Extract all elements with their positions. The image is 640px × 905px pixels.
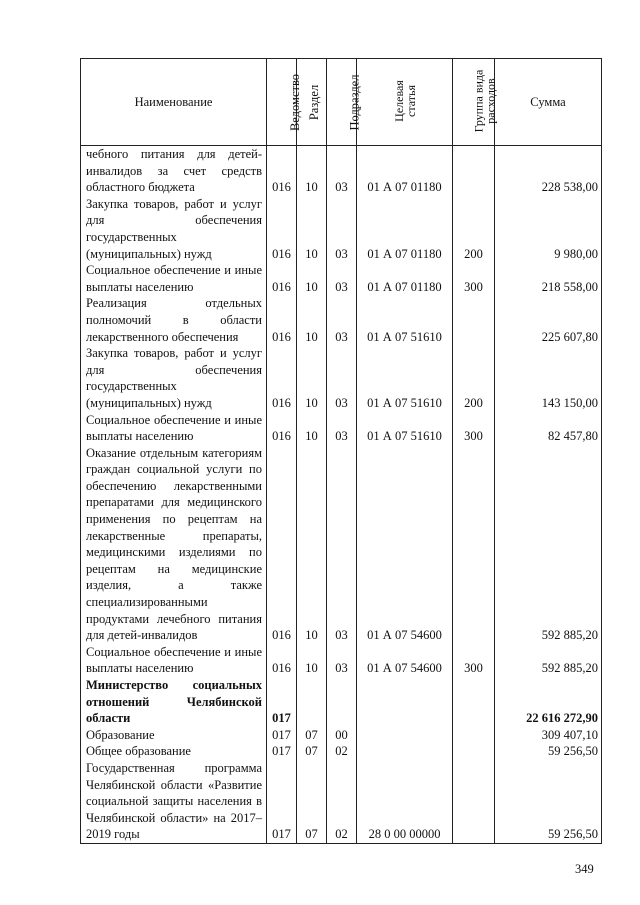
row-group xyxy=(453,727,495,744)
row-sum: 59 256,50 xyxy=(495,760,602,843)
row-sum: 225 607,80 xyxy=(495,295,602,345)
row-dept: 017 xyxy=(267,743,297,760)
row-section: 07 xyxy=(297,727,327,744)
row-name: Закупка товаров, работ и услуг для обеспечения государственных (муниципальных) нужд xyxy=(81,345,267,411)
row-dept: 016 xyxy=(267,345,297,411)
row-section: 10 xyxy=(297,146,327,196)
row-name: Общее образование xyxy=(81,743,267,760)
row-dept: 016 xyxy=(267,146,297,196)
header-subsection: Подраздел xyxy=(327,59,357,146)
row-target: 01 А 07 54600 xyxy=(357,445,453,644)
row-sum: 592 885,20 xyxy=(495,445,602,644)
row-target: 01 А 07 01180 xyxy=(357,146,453,196)
row-section: 10 xyxy=(297,412,327,445)
row-dept: 017 xyxy=(267,760,297,843)
row-target: 01 А 07 51610 xyxy=(357,345,453,411)
row-group: 300 xyxy=(453,262,495,295)
row-subsection: 03 xyxy=(327,295,357,345)
row-group xyxy=(453,295,495,345)
row-sum: 309 407,10 xyxy=(495,727,602,744)
budget-table xyxy=(80,58,602,844)
row-subsection: 03 xyxy=(327,445,357,644)
row-target xyxy=(357,677,453,727)
row-subsection: 03 xyxy=(327,412,357,445)
row-dept: 017 xyxy=(267,727,297,744)
table-row xyxy=(81,345,602,411)
row-target: 01 А 07 51610 xyxy=(357,295,453,345)
row-target xyxy=(357,727,453,744)
row-section: 07 xyxy=(297,760,327,843)
row-name: Реализация отдельных полномочий в области лекарственного обеспечения xyxy=(81,295,267,345)
row-name: Образование xyxy=(81,727,267,744)
row-section: 10 xyxy=(297,345,327,411)
row-section: 10 xyxy=(297,445,327,644)
row-group xyxy=(453,677,495,727)
row-sum: 218 558,00 xyxy=(495,262,602,295)
row-group: 300 xyxy=(453,644,495,677)
row-group: 300 xyxy=(453,412,495,445)
row-dept: 017 xyxy=(267,677,297,727)
header-target: Целевая статья xyxy=(357,59,453,146)
header-row xyxy=(81,59,602,146)
table-row xyxy=(81,727,602,744)
row-name: Министерство социальных отношений Челябинской области xyxy=(81,677,267,727)
header-group: Группа вида расходов xyxy=(453,59,495,146)
row-target: 01 А 07 54600 xyxy=(357,644,453,677)
row-subsection: 00 xyxy=(327,727,357,744)
row-sum: 82 457,80 xyxy=(495,412,602,445)
header-section: Раздел xyxy=(297,59,327,146)
row-name: Социальное обеспечение и иные выплаты населению xyxy=(81,644,267,677)
table-row xyxy=(81,146,602,196)
row-subsection: 03 xyxy=(327,644,357,677)
row-group xyxy=(453,743,495,760)
row-target: 01 А 07 01180 xyxy=(357,196,453,262)
row-section: 10 xyxy=(297,196,327,262)
row-subsection: 02 xyxy=(327,760,357,843)
table-row xyxy=(81,644,602,677)
row-subsection xyxy=(327,677,357,727)
row-name: Оказание отдельным категориям граждан социальной услуги по обеспечению лекарственными препаратами для медицинского применения по рецептам на лекарственные препараты, медицинскими изделиями по рецептам на медицинские изделия, а также специализированными продуктами лечебного питания для детей-инвалидов xyxy=(81,445,267,644)
row-target: 01 А 07 51610 xyxy=(357,412,453,445)
table-row xyxy=(81,760,602,843)
header-dept: Ведомство xyxy=(267,59,297,146)
row-subsection: 03 xyxy=(327,262,357,295)
row-name: Социальное обеспечение и иные выплаты населению xyxy=(81,412,267,445)
row-dept: 016 xyxy=(267,295,297,345)
row-subsection: 03 xyxy=(327,196,357,262)
table-row xyxy=(81,196,602,262)
table-row xyxy=(81,295,602,345)
row-target: 01 А 07 01180 xyxy=(357,262,453,295)
row-subsection: 03 xyxy=(327,345,357,411)
row-section: 10 xyxy=(297,295,327,345)
row-target xyxy=(357,743,453,760)
row-sum: 143 150,00 xyxy=(495,345,602,411)
row-section: 10 xyxy=(297,262,327,295)
table-row xyxy=(81,412,602,445)
row-sum: 22 616 272,90 xyxy=(495,677,602,727)
row-subsection: 03 xyxy=(327,146,357,196)
row-name: чебного питания для детей-инвалидов за счет средств областного бюджета xyxy=(81,146,267,196)
row-section: 10 xyxy=(297,644,327,677)
row-name: Закупка товаров, работ и услуг для обеспечения государственных (муниципальных) нужд xyxy=(81,196,267,262)
header-name: Наименование xyxy=(81,59,267,146)
row-target: 28 0 00 00000 xyxy=(357,760,453,843)
row-dept: 016 xyxy=(267,262,297,295)
row-sum: 228 538,00 xyxy=(495,146,602,196)
row-sum: 59 256,50 xyxy=(495,743,602,760)
row-group: 200 xyxy=(453,345,495,411)
row-dept: 016 xyxy=(267,644,297,677)
header-sum: Сумма xyxy=(495,59,602,146)
row-section xyxy=(297,677,327,727)
budget-table-page xyxy=(80,58,601,876)
row-sum: 9 980,00 xyxy=(495,196,602,262)
row-group xyxy=(453,445,495,644)
page-number: 349 xyxy=(575,862,594,876)
row-dept: 016 xyxy=(267,445,297,644)
row-subsection: 02 xyxy=(327,743,357,760)
row-name: Социальное обеспечение и иные выплаты населению xyxy=(81,262,267,295)
row-group xyxy=(453,760,495,843)
row-dept: 016 xyxy=(267,412,297,445)
row-sum: 592 885,20 xyxy=(495,644,602,677)
row-group xyxy=(453,146,495,196)
row-section: 07 xyxy=(297,743,327,760)
table-row xyxy=(81,445,602,644)
table-row xyxy=(81,262,602,295)
table-row xyxy=(81,743,602,760)
table-row xyxy=(81,677,602,727)
row-group: 200 xyxy=(453,196,495,262)
row-dept: 016 xyxy=(267,196,297,262)
row-name: Государственная программа Челябинской области «Развитие социальной защиты населения в Челябинской области» на 2017–2019 годы xyxy=(81,760,267,843)
